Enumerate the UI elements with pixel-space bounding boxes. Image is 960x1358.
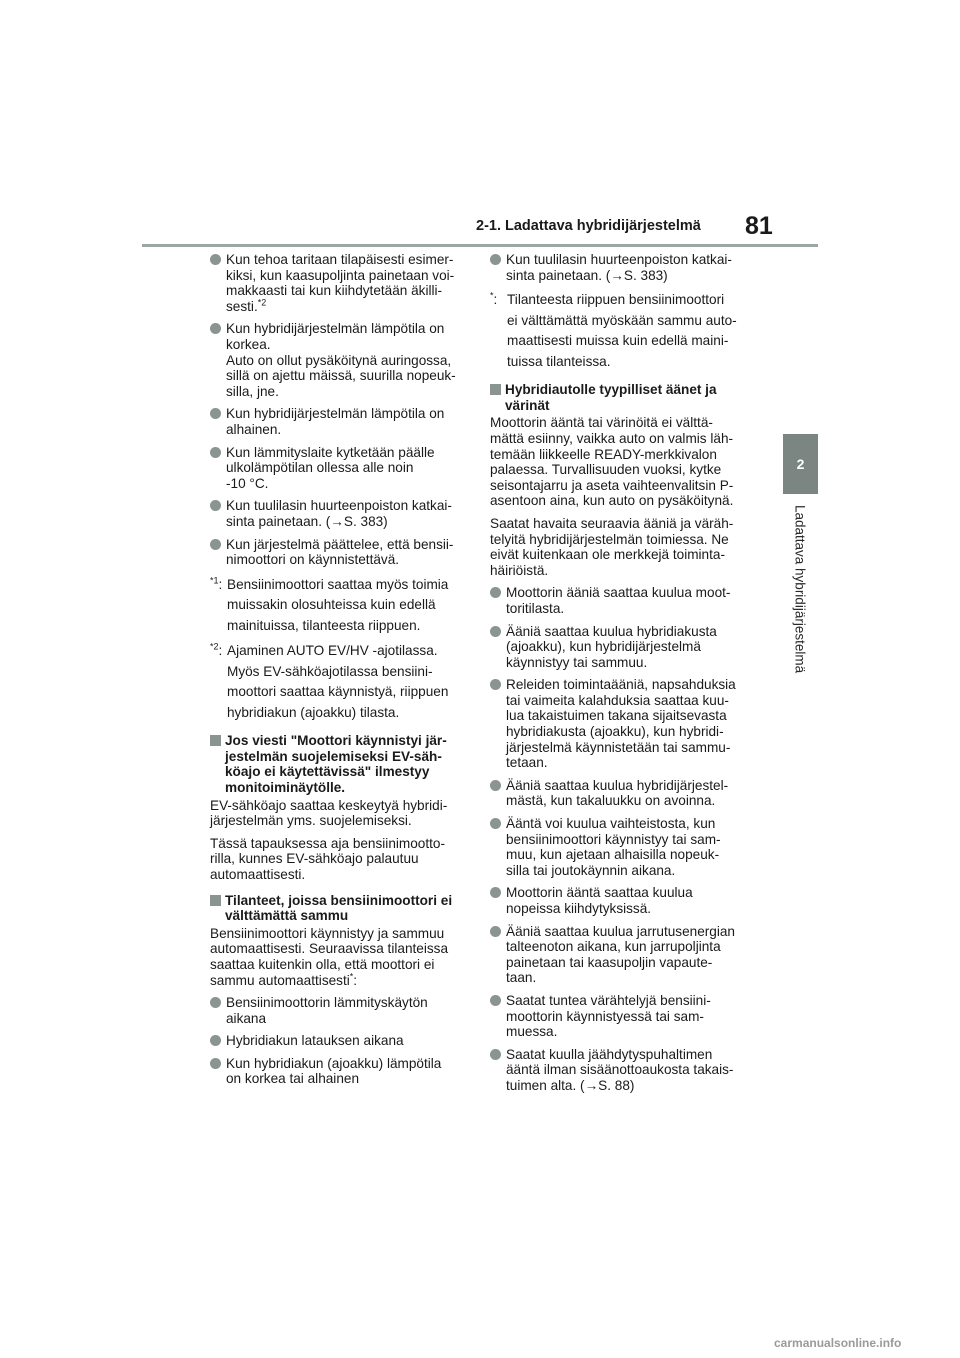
footnote: $^{*1}$: Bensiinimoottori saattaa myös toimia muissakin olosuhteissa kuin edellä mainituissa, tilanteesta riippuen. [210, 575, 449, 633]
bullet-item: Releiden toimintaääniä, napsahduksia tai vaimeita kalahduksia saattaa kuu- lua takaistuimen takana sijaitsevasta hybridiakusta (ajoakku), kun hybridi- järjestelmä käynnistetään tai sammu- tetaan. [490, 677, 748, 771]
paragraph: Moottorin ääntä tai värinöitä ei välttä- mättä esiinny, vaikka auto on valmis läh- temään liikkeelle READY-merkkivalon palaessa. Turvallisuuden vuoksi, kytke seisontajarru ja aseta vaihteenvalitsin P- asentoon aina, kun auto on pysäköitynä. [490, 415, 734, 509]
paragraph: EV-sähköajo saattaa keskeytyä hybridi- järjestelmän yms. suojelemiseksi. [210, 797, 448, 829]
bullet-item [210, 252, 468, 314]
footnote-text: Bensiinimoottori saattaa myös toimia muissakin olosuhteissa kuin edellä mainituissa, tilanteesta riippuen. [227, 576, 449, 633]
footnote-mark: *1 [210, 575, 219, 586]
footnote-text: Tilanteesta riippuen bensiinimoottori ei välttämättä myöskään sammu auto- maattisesti muissa kuin edellä maini- tuissa tilanteissa. [507, 292, 737, 369]
bullet-text: Kun tehoa taritaan tilapäisesti esimer- kiksi, kun kaasupoljinta painetaan voi- makkaasti tai kun kiihdytetään äkilli- sesti. [226, 252, 455, 314]
paragraph: Tässä tapauksessa aja bensiinimootto- rilla, kunnes EV-sähköajo palautuu automaattisesti. [210, 835, 445, 882]
section-title: 2-1. Ladattava hybridijärjestelmä [476, 218, 701, 234]
bullet-item: Ääniä saattaa kuulua jarrutusenergian talteenoton aikana, kun jarrupoljinta painetaan tai kaasupoljin vapaute- taan. [490, 924, 748, 986]
bullet-item: Kun tuulilasin huurteenpoiston katkai- sinta painetaan. (→S. 383) [210, 498, 468, 529]
footnote-ref: *2 [257, 297, 267, 308]
bullet-item: Moottorin ääntä saattaa kuulua nopeissa kiihdytyksissä. [490, 885, 748, 916]
section-heading: Hybridiautolle tyypilliset äänet ja värinät [490, 382, 748, 413]
section-heading: Jos viesti "Moottori käynnistyi jär- jestelmän suojelemiseksi EV-säh- köajo ei käytettävissä" ilmestyy monitoiminäytölle. [210, 733, 468, 795]
bullet-item: Ääniä saattaa kuulua hybridijärjestel- mästä, kun takaluukku on avoinna. [490, 778, 748, 809]
bullet-item: Moottorin ääniä saattaa kuulua moot- toritilasta. [490, 585, 748, 616]
header-divider [142, 244, 818, 247]
bullet-item: Bensiinimoottorin lämmityskäytön aikana [210, 995, 468, 1026]
section-heading: Tilanteet, joissa bensiinimoottori ei välttämättä sammu [210, 893, 468, 924]
bullet-item: Ääniä saattaa kuulua hybridiakusta (ajoakku), kun hybridijärjestelmä käynnistyy tai sammuu. [490, 624, 748, 671]
chapter-title: Ladattava hybridijärjestelmä [792, 505, 808, 674]
footnote-text: Ajaminen AUTO EV/HV -ajotilassa. Myös EV-sähköajotilassa bensiini- moottori saattaa käynnistyä, riippuen hybridiakun (ajoakku) tilasta. [227, 643, 449, 720]
paragraph-end: : [353, 972, 358, 988]
left-column [210, 252, 468, 1094]
bullet-item: Saatat kuulla jäähdytyspuhaltimen ääntä ilman sisäänottoaukosta takais- tuimen alta. (→S. 88) [490, 1047, 748, 1094]
bullet-item: Kun järjestelmä päättelee, että bensii- nimoottori on käynnistettävä. [210, 537, 468, 568]
bullet-item: Kun hybridijärjestelmän lämpötila on alhainen. [210, 406, 468, 437]
bullet-item: Hybridiakun latauksen aikana [210, 1033, 468, 1049]
footnote-mark: *2 [210, 641, 219, 652]
footnote-ref: * [349, 970, 354, 981]
bullet-item: Kun tuulilasin huurteenpoiston katkai- sinta painetaan. (→S. 383) [490, 252, 748, 283]
bullet-item: Kun lämmityslaite kytketään päälle ulkolämpötilan ollessa alle noin -10 °C. [210, 445, 468, 492]
right-column [490, 252, 748, 1101]
watermark: carmanualsonline.info [774, 1336, 902, 1350]
chapter-side-title [788, 505, 812, 720]
bullet-item: Kun hybridijärjestelmän lämpötila on korkea. Auto on ollut pysäköitynä auringossa, sillä on ajettu mäissä, suurilla nopeuk- silla, jne. [210, 321, 468, 399]
footnote: *: Tilanteesta riippuen bensiinimoottori ei välttämättä myöskään sammu auto- maattisesti muissa kuin edellä maini- tuissa tilanteissa. [490, 290, 737, 369]
bullet-item: Saatat tuntea värähtelyjä bensiini- moottorin käynnistyessä tai sam- muessa. [490, 993, 748, 1040]
footnote-mark: * [490, 290, 494, 301]
page-number: 81 [745, 212, 773, 240]
paragraph: Saatat havaita seuraavia ääniä ja väräh- telyitä hybridijärjestelmän toimiessa. Ne eivät kuitenkaan ole merkkejä toiminta- häiriöistä. [490, 515, 734, 578]
bullet-item: Ääntä voi kuulua vaihteistosta, kun bensiinimoottori käynnistyy tai sam- muu, kun ajetaan alhaisilla nopeuk- silla tai joutokäynnin aikana. [490, 816, 748, 878]
chapter-number: 2 [796, 456, 805, 472]
footnote: $^{*2}$: Ajaminen AUTO EV/HV -ajotilassa. Myös EV-sähköajotilassa bensiini- moottori saattaa käynnistyä, riippuen hybridiakun (ajoakku) tilasta. [210, 641, 449, 720]
bullet-item: Kun hybridiakun (ajoakku) lämpötila on korkea tai alhainen [210, 1056, 468, 1087]
paragraph [210, 926, 468, 988]
paragraph-text: Bensiinimoottori käynnistyy ja sammuu automaattisesti. Seuraavissa tilanteissa saattaa kuitenkin olla, että moottori ei sammu automaattisesti [210, 925, 449, 988]
chapter-tab [783, 434, 818, 494]
